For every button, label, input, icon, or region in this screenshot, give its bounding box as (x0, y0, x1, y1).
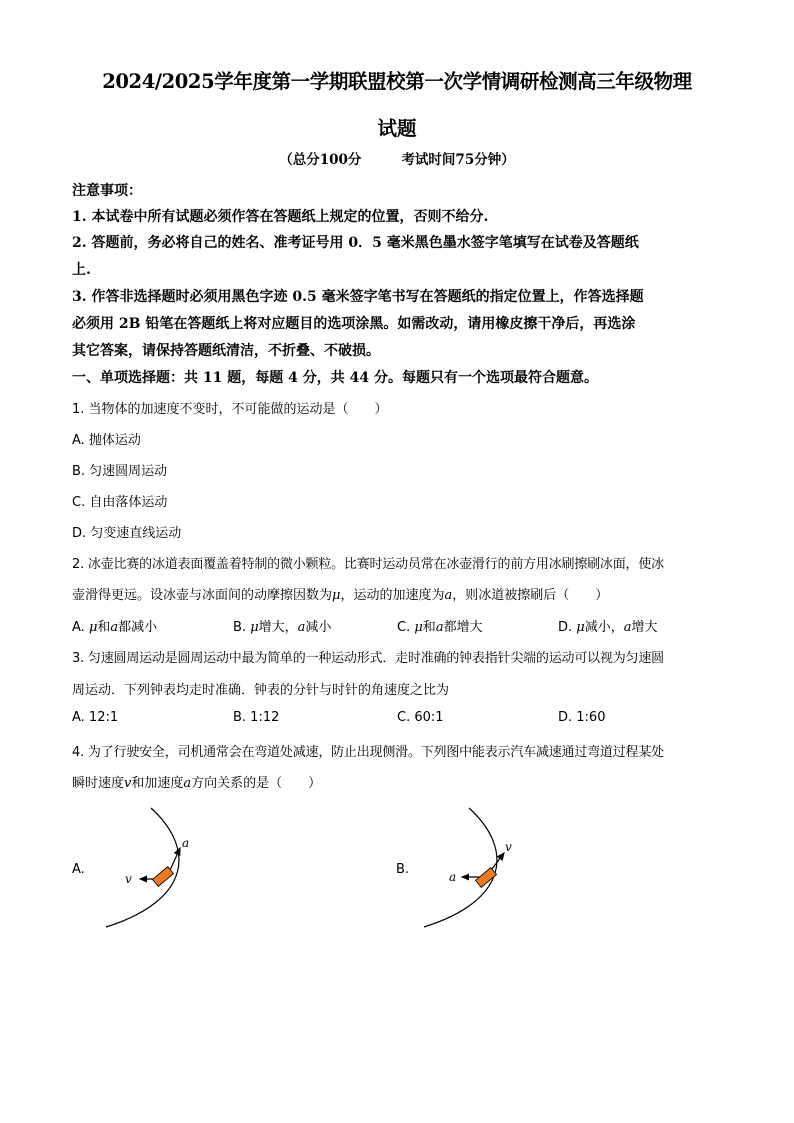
section-heading: 一、单项选择题：共 11 题，每题 4 分，共 44 分。每题只有一个选项最符合题意。 (72, 370, 598, 386)
car-block (152, 867, 173, 887)
total-score: （总分100分 (279, 152, 362, 168)
exam-info (0, 148, 794, 168)
question-4-option-a-label: A. (72, 862, 85, 877)
notice-item-2: 2. 答题前，务必将自己的姓名、准考证号用 0．5 毫米黑色墨水签字笔填写在试卷及答题纸 (72, 235, 639, 251)
question-1-option-d: D. 匀变速直线运动 (72, 526, 182, 541)
question-4-option-b-label: B. (396, 862, 410, 877)
notice-item-3-cont: 必须用 2B 铅笔在答题纸上将对应题目的选项涂黑。如需改动，请用橡皮擦干净后，再选涂 (72, 316, 636, 332)
label-a: a (182, 836, 190, 850)
page-title-continued: 试题 (377, 117, 417, 140)
a-symbol: a (183, 776, 192, 791)
label-v: v (125, 872, 132, 886)
notice-item-2-cont: 上. (72, 262, 91, 278)
question-2-option-a: A. μ和a都减小 (72, 620, 158, 635)
question-1-option-b: B. 匀速圆周运动 (72, 464, 168, 479)
label-a: a (449, 870, 457, 884)
notice-item-1: 1. 本试卷中所有试题必须作答在答题纸上规定的位置，否则不给分. (72, 209, 489, 225)
question-3-option-c: C. 60:1 (397, 710, 444, 725)
question-4-stem-cont: 瞬时速度v和加速度a方向关系的是（ ） (72, 776, 322, 791)
question-1-option-a: A. 抛体运动 (72, 433, 141, 448)
question-3-option-d: D. 1:60 (558, 710, 606, 725)
question-3-stem: 3. 匀速圆周运动是圆周运动中最为简单的一种运动形式．走时准确的钟表指针尖端的运动可以视为匀速圆 (72, 651, 664, 666)
question-4-figure-a (100, 800, 220, 935)
mu-symbol: μ (332, 588, 341, 603)
notice-item-3: 3. 作答非选择题时必须用黑色字迹 0.5 毫米签字笔书写在答题纸的指定位置上，作答选择题 (72, 289, 644, 305)
curved-track (424, 808, 497, 927)
question-2-stem: 2. 冰壶比赛的冰道表面覆盖着特制的微小颗粒。比赛时运动员常在冰壶滑行的前方用冰刷擦刷冰面，使冰 (72, 557, 664, 572)
question-2-option-d: D. μ减小，a增大 (558, 620, 658, 635)
label-v: v (505, 840, 512, 854)
question-2-option-c: C. μ和a都增大 (397, 620, 483, 635)
question-3-option-a: A. 12:1 (72, 710, 119, 725)
question-4-stem: 4. 为了行驶安全，司机通常会在弯道处减速，防止出现侧滑。下列图中能表示汽车减速通过弯道过程某处 (72, 745, 664, 760)
question-2-stem-cont: 壶滑得更远。设冰壶与冰面间的动摩擦因数为μ，运动的加速度为a，则冰道被擦刷后（ ） (72, 588, 609, 603)
a-symbol: a (444, 588, 453, 603)
question-1-stem: 1. 当物体的加速度不变时，不可能做的运动是（ ） (72, 402, 388, 417)
page-title: 2024/2025学年度第一学期联盟校第一次学情调研检测高三年级物理 (102, 70, 692, 93)
notice-item-3-cont2: 其它答案，请保持答题纸清洁，不折叠、不破损。 (72, 343, 380, 359)
question-4-figure-b (418, 800, 538, 935)
notice-heading: 注意事项： (72, 183, 142, 199)
question-3-stem-cont: 周运动．下列钟表均走时准确．钟表的分针与时针的角速度之比为 (72, 683, 450, 698)
question-1-option-c: C. 自由落体运动 (72, 495, 168, 510)
question-2-option-b: B. μ增大，a减小 (233, 620, 332, 635)
exam-time: 考试时间75分钟） (401, 152, 515, 168)
question-3-option-b: B. 1:12 (233, 710, 280, 725)
car-block (475, 868, 496, 888)
v-symbol: v (124, 776, 132, 791)
